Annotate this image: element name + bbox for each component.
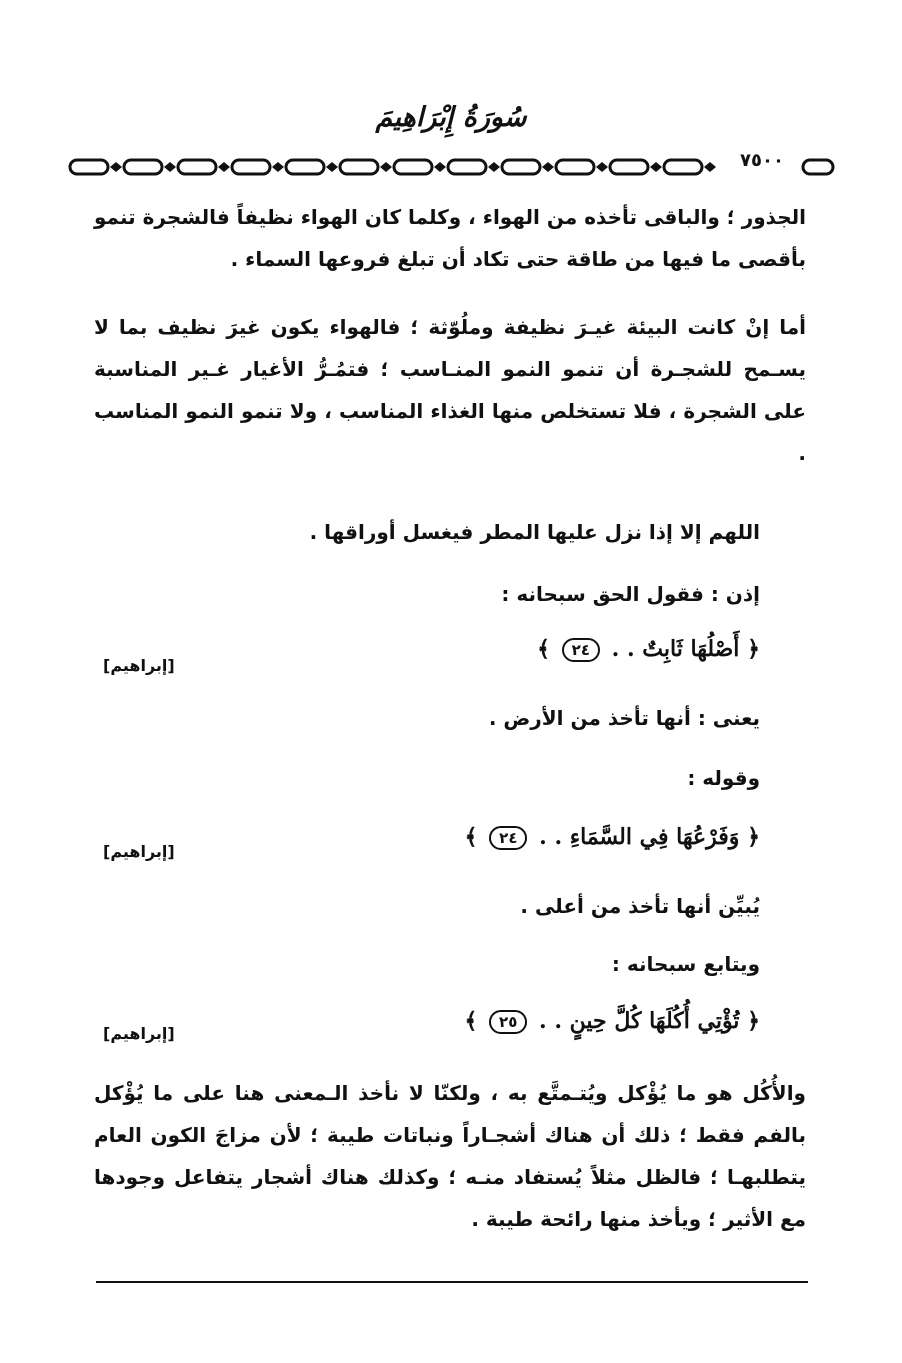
chain-diamond (110, 162, 122, 172)
verse-text: وَفَرْعُهَا فِي السَّمَاءِ . . (539, 824, 740, 850)
chain-diamond (704, 162, 716, 172)
verse-reference: [إبراهيم] (103, 656, 175, 675)
chain-diamond (596, 162, 608, 172)
verse-3 (464, 1008, 760, 1034)
verse-open-bracket: ﴿ (747, 1008, 760, 1034)
chain-link (178, 160, 216, 174)
verse-close-bracket: ﴾ (464, 1008, 478, 1034)
chain-diamond (434, 162, 446, 172)
verse-number: ٢٥ (489, 1010, 527, 1034)
chain-link (70, 160, 108, 174)
page-number: ٧٥٠٠ (740, 150, 784, 171)
chain-diamond (164, 162, 176, 172)
paragraph-6: وقوله : (687, 766, 760, 790)
verse-number: ٢٤ (562, 638, 600, 662)
paragraph-9: والأُكُل هو ما يُؤْكل ويُتـمتَّع به ، ولكنّا لا نأخذ الـمعنى هنا على ما يُؤْكل بالفم فقط ؛ ذلك أن هناك أشجـاراً ونباتات طيبة ؛ لأن مزاجَ الكون العام يتطلبهـا ؛ فالظل مثلاً يُستفاد منـه ؛ وكذلك هناك أشجار يتفاعل وجودها مع الأثير ؛ ويأخذ منها رائحة طيبة . (94, 1081, 806, 1231)
chain-diamond (650, 162, 662, 172)
paragraph-4: إذن : فقول الحق سبحانه : (501, 582, 760, 606)
paragraph-3: اللهم إلا إذا نزل عليها المطر فيغسل أوراقها . (309, 520, 760, 544)
chain-link (340, 160, 378, 174)
verse-1 (537, 636, 760, 662)
chain-diamond (380, 162, 392, 172)
paragraph-1: الجذور ؛ والباقى تأخذه من الهواء ، وكلما كان الهواء نظيفاً فالشجرة تنمو بأقصى ما فيها من طاقة حتى تكاد أن تبلغ فروعها السماء . (94, 205, 806, 271)
chain-link (394, 160, 432, 174)
paragraph-7: يُبيِّن أنها تأخذ من أعلى . (520, 894, 760, 918)
chain-diamond (542, 162, 554, 172)
verse-number: ٢٤ (489, 826, 527, 850)
chain-link (124, 160, 162, 174)
paragraph-2: أما إنْ كانت البيئة غيـرَ نظيفة وملُوّثة ؛ فالهواء يكون غيرَ نظيف بما لا يسـمح للشجـرة أن تنمو النمو المنـاسب ؛ فتمُـرُّ الأغيار غـير المناسبة على الشجرة ، فلا تستخلص منها الغذاء المناسب ، ولا تنمو النمو المناسب . (94, 315, 806, 465)
sura-title: سُورَةُ إِبْرَاهِيمَ (375, 102, 527, 133)
verse-reference: [إبراهيم] (103, 842, 175, 861)
verse-text: أَصْلُهَا ثَابِتٌ . . (611, 636, 740, 662)
chain-link (502, 160, 540, 174)
paragraph-5: يعنى : أنها تأخذ من الأرض . (488, 706, 760, 730)
verse-text: تُؤْتِي أُكُلَهَا كُلَّ حِينٍ . . (539, 1008, 740, 1034)
paragraph-8: ويتابع سبحانه : (611, 952, 760, 976)
chain-link (448, 160, 486, 174)
footer-divider (96, 1281, 808, 1283)
chain-link (286, 160, 324, 174)
decorative-chain-border (68, 152, 838, 182)
chain-link (664, 160, 702, 174)
chain-diamond (326, 162, 338, 172)
verse-close-bracket: ﴾ (537, 636, 550, 662)
chain-link (232, 160, 270, 174)
verse-open-bracket: ﴿ (747, 636, 760, 662)
verse-close-bracket: ﴾ (464, 824, 478, 850)
chain-diamond (488, 162, 500, 172)
chain-link (556, 160, 594, 174)
verse-2 (465, 824, 760, 850)
verse-reference: [إبراهيم] (103, 1024, 175, 1043)
chain-link (803, 160, 833, 174)
chain-link (610, 160, 648, 174)
verse-open-bracket: ﴿ (747, 824, 760, 850)
chain-diamond (272, 162, 284, 172)
chain-diamond (218, 162, 230, 172)
